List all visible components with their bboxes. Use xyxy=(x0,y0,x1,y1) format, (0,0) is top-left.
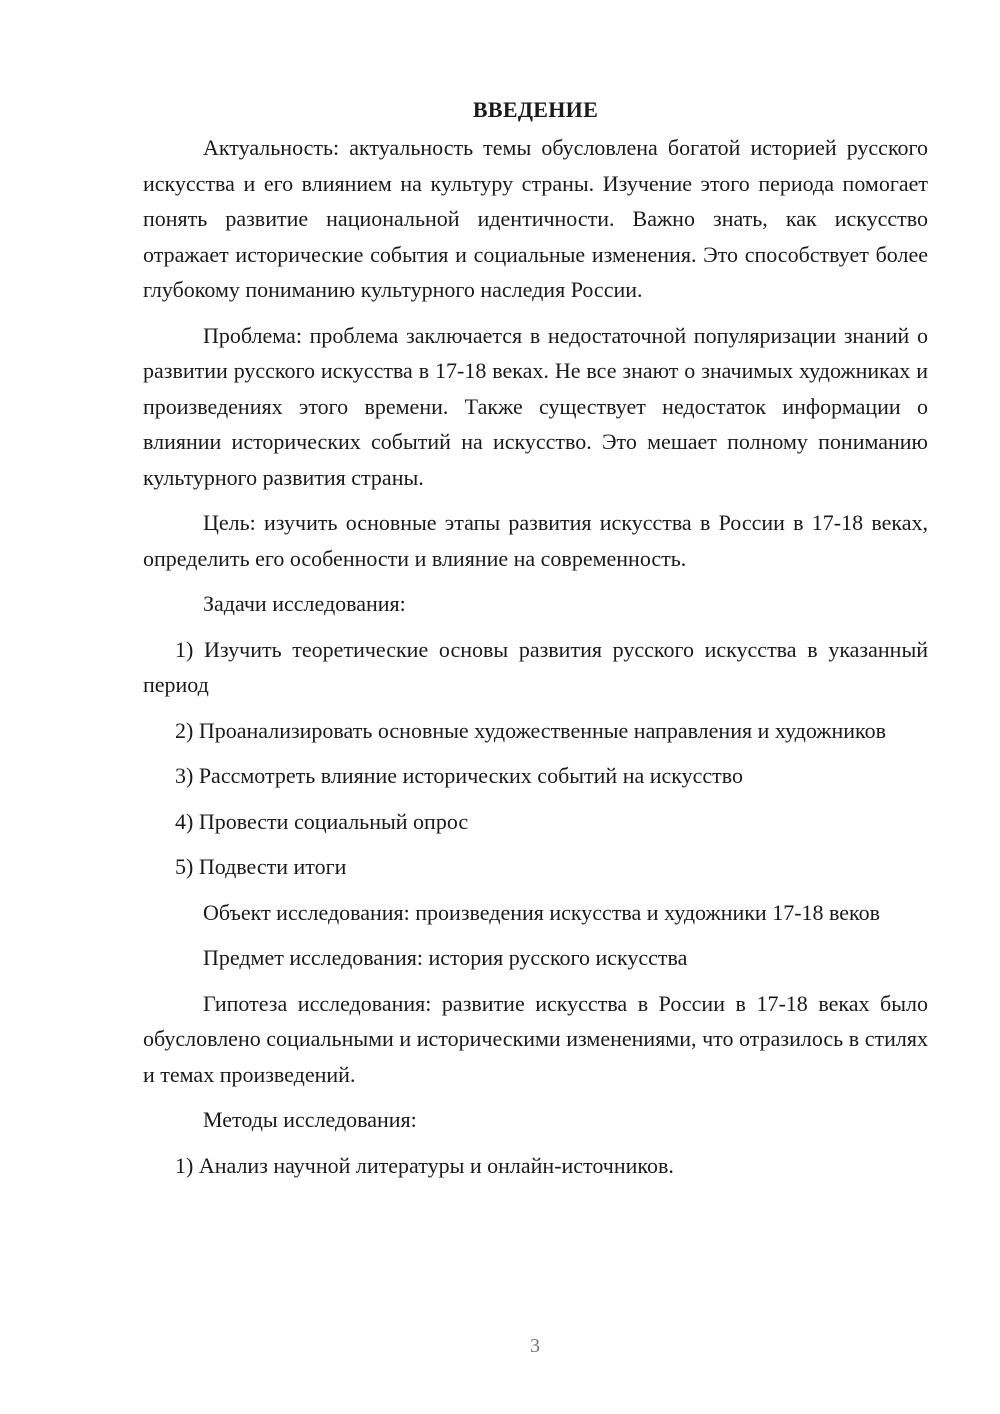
hypothesis-paragraph: Гипотеза исследования: развитие искусства в России в 17-18 веках было обусловлено социальными и историческими изменениями, что отразилось в стилях и темах произведений. xyxy=(143,990,928,1087)
document-page xyxy=(143,92,928,1183)
problem-paragraph: Проблема: проблема заключается в недостаточной популяризации знаний о развитии русского искусства в 17-18 веках. Не все знают о значимых художниках и произведениях этого времени. Также существует недостаток информации о влиянии исторических событий на искусство. Это мешает полному пониманию культурного развития страны. xyxy=(143,322,928,490)
relevance-paragraph: Актуальность: актуальность темы обусловлена богатой историей русского искусства и его влиянием на культуру страны. Изучение этого периода помогает понять развитие национальной идентичности. Важно знать, как искусство отражает исторические события и социальные изменения. Это способствует более глубокому пониманию культурного наследия России. xyxy=(143,135,928,302)
goal-paragraph: Цель: изучить основные этапы развития искусства в России в 17-18 веках, определить его особенности и влияние на современность. xyxy=(143,510,928,571)
methods-title: Методы исследования: xyxy=(203,1107,417,1132)
object-paragraph: Объект исследования: произведения искусства и художники 17-18 веков xyxy=(203,899,881,925)
subject-paragraph: Предмет исследования: история русского искусства xyxy=(203,945,688,970)
tasks-title: Задачи исследования: xyxy=(203,591,406,616)
task-item-5: 5) Подвести итоги xyxy=(175,854,347,879)
page-number: 3 xyxy=(530,1335,540,1357)
task-item-1: 1) Изучить теоретические основы развития русского искусства в указанный период xyxy=(143,636,928,697)
task-item-2: 2) Проанализировать основные художественные направления и художников xyxy=(175,717,886,743)
task-item-4: 4) Провести социальный опрос xyxy=(175,808,469,834)
task-item-3: 3) Рассмотреть влияние исторических событий на искусство xyxy=(175,763,744,788)
method-item-1: 1) Анализ научной литературы и онлайн-источников. xyxy=(175,1152,674,1178)
page-title: ВВЕДЕНИЕ xyxy=(472,97,599,122)
